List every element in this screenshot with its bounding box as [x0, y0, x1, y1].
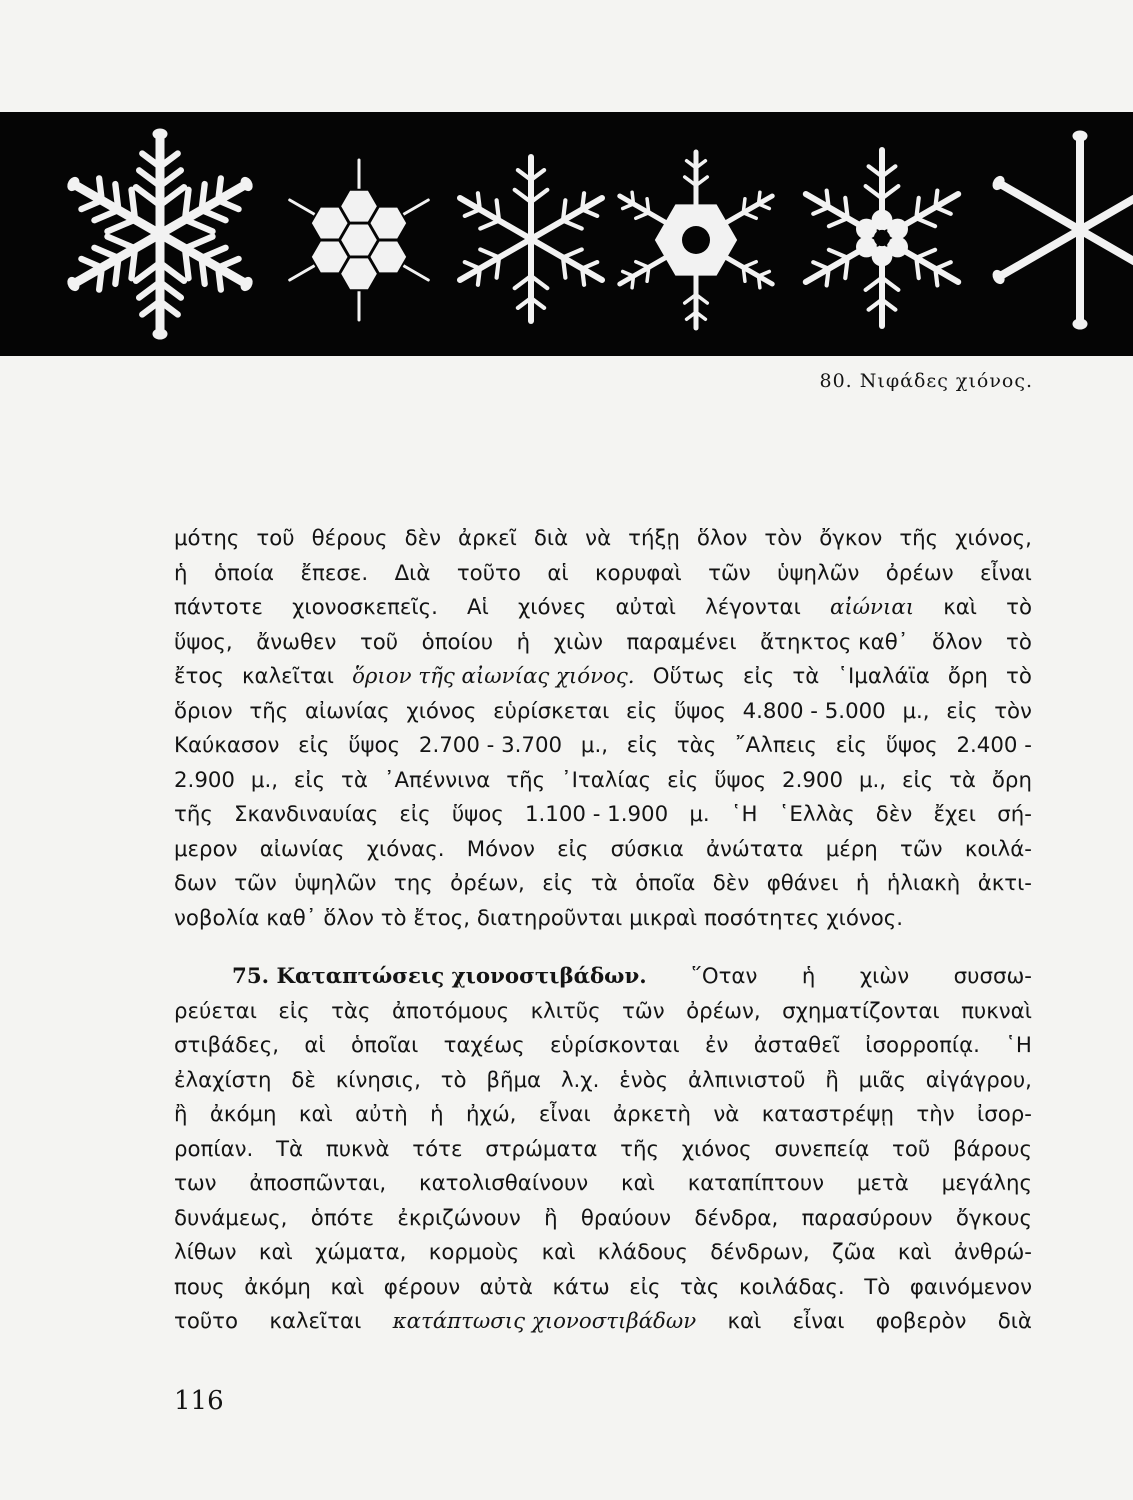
text-line — [174, 902, 1032, 937]
word: τῶν — [900, 836, 943, 862]
word: τὰ — [949, 767, 976, 793]
word: κλάδους — [597, 1240, 688, 1265]
word: μ., — [580, 733, 608, 758]
word: εἰς — [278, 998, 310, 1024]
snowflake-figure — [0, 112, 1133, 356]
word: ἀνθρώ- — [953, 1240, 1032, 1265]
word: κατάπτωσις χιονοστιβάδων — [392, 1309, 697, 1334]
word: ῾Ελλὰς — [778, 802, 855, 827]
word: αὐτὰ — [479, 1274, 533, 1300]
word: ὅλον — [323, 905, 374, 931]
word: δένδρα, — [694, 1205, 779, 1231]
word: ὁποίου — [421, 629, 494, 655]
word: καὶ — [330, 1274, 365, 1300]
word: Μόνον — [466, 836, 535, 862]
word: εἰς — [835, 733, 867, 758]
word: ἔπεσε. — [300, 560, 369, 586]
word: καὶ — [897, 1240, 932, 1265]
text-line — [174, 591, 1032, 626]
word: τοῦτο — [174, 1309, 239, 1334]
word: διατηροῦνται — [476, 905, 623, 931]
word: 2.900 — [782, 767, 844, 793]
word: τὰς — [676, 733, 717, 758]
word: εὑρίσκονται — [550, 1033, 680, 1058]
word: στιβάδες, — [174, 1033, 279, 1058]
word: εἰς — [629, 1274, 661, 1300]
word: διὰ — [533, 526, 569, 551]
word: τῶν — [708, 560, 751, 586]
word: ὁπότε — [310, 1205, 375, 1231]
word: ὕψος — [714, 767, 767, 793]
word: ἢ — [544, 1205, 558, 1231]
body-text — [174, 522, 1032, 1340]
word: τὰς — [331, 998, 371, 1024]
word: λ.χ. — [560, 1067, 600, 1093]
word: τῶν — [622, 998, 665, 1024]
word: ἐκριζώνουν — [397, 1205, 521, 1231]
word: Τὸ — [864, 1274, 891, 1300]
flower-center-snowflake-icon — [806, 150, 958, 326]
word: ὅριον τῆς αἰωνίας χιόνος. — [352, 664, 635, 689]
word: Αἱ — [467, 595, 489, 620]
word: μέρη — [825, 836, 878, 862]
word: ὀρέων, — [450, 871, 525, 896]
hexagon-plates-snowflake-icon — [290, 160, 429, 320]
word: ἡ — [855, 871, 870, 896]
word: τῆς — [174, 802, 213, 827]
word: ἀσταθεῖ — [753, 1033, 840, 1058]
word: ὄγκον — [819, 526, 883, 551]
word: τῆς — [249, 698, 289, 724]
word: ἄνωθεν — [256, 629, 337, 655]
word: ροπίαν. — [174, 1136, 254, 1162]
word: εἶναι — [980, 560, 1032, 586]
word: φθάνει — [766, 871, 839, 896]
word: εἰς — [542, 871, 574, 896]
word: ἡλιακὴ — [886, 871, 961, 896]
word: σχηματίζονται — [782, 998, 940, 1024]
stellar-snowflake-icon — [991, 131, 1133, 329]
word: ὄγκους — [955, 1205, 1032, 1231]
word: κορμοὺς — [428, 1240, 520, 1265]
word: εἰς — [901, 767, 934, 793]
word: κλιτῦς — [530, 998, 601, 1024]
word: ὅλον — [696, 526, 748, 551]
word: ἀνώτατα — [705, 836, 804, 862]
text-line — [174, 867, 1032, 902]
word: χιόνος — [406, 698, 477, 724]
word: πυκναὶ — [961, 998, 1032, 1024]
word: λέγονται — [705, 595, 801, 620]
word: τὰ — [590, 871, 618, 896]
word: εἰς — [298, 733, 330, 758]
word: χιόνος, — [955, 526, 1032, 551]
word: εὑρίσκεται — [493, 698, 610, 724]
word: δὲν — [404, 526, 442, 551]
text-line — [174, 626, 1032, 661]
word: χιὼν — [553, 629, 603, 655]
word: χιὼν — [859, 964, 910, 989]
word: παρασύρουν — [801, 1205, 933, 1231]
word: των — [174, 1171, 217, 1196]
word: αἱ — [547, 560, 569, 586]
dendrite-snowflake-icon — [66, 129, 255, 339]
text-line — [174, 1236, 1032, 1271]
word: αὐταὶ — [615, 595, 676, 620]
word: χώματα, — [315, 1240, 407, 1265]
word: 1.100 - 1.900 — [524, 802, 669, 827]
word: 2.400 - — [956, 733, 1032, 758]
word: πυκνὰ — [325, 1136, 390, 1162]
word: καὶ — [943, 595, 977, 620]
word: 2.700 - 3.700 — [418, 733, 563, 758]
word: ἐν — [704, 1033, 729, 1058]
word: ῎Αλπεις — [735, 733, 817, 758]
text-line — [174, 764, 1032, 799]
word: ἀρκεῖ — [458, 526, 517, 551]
paragraph-1 — [174, 522, 1032, 936]
word: τὸν — [994, 698, 1032, 724]
word: βάρους — [952, 1136, 1032, 1162]
word: χιόνας. — [366, 836, 445, 862]
word: μ., — [858, 767, 887, 793]
word: εἰς — [743, 664, 775, 689]
text-line — [174, 1202, 1032, 1237]
word: ταχέως — [443, 1033, 525, 1058]
text-line — [174, 960, 1032, 995]
word: δὲν — [712, 871, 750, 896]
word: δων — [174, 871, 217, 896]
word: ῾Η — [730, 802, 758, 827]
word: ὕψος, — [174, 629, 233, 655]
text-line — [174, 1098, 1032, 1133]
text-line — [174, 1029, 1032, 1064]
figure-caption: 80. Νιφάδες χιόνος. — [819, 370, 1033, 392]
word: της — [393, 871, 433, 896]
word: κοιλάδας. — [738, 1274, 845, 1300]
word: τῆς — [506, 767, 546, 793]
word: μικραὶ — [629, 905, 698, 931]
word: ἐλαχίστη — [174, 1067, 272, 1093]
word: Τὰ — [276, 1136, 304, 1162]
text-line — [174, 995, 1032, 1030]
word: νὰ — [585, 526, 612, 551]
word: καταστρέψῃ — [761, 1102, 895, 1127]
word: ἑνὸς — [619, 1067, 669, 1093]
word: ὕψος — [348, 733, 401, 758]
word: θραύουν — [580, 1205, 672, 1231]
word: ρεύεται — [174, 998, 257, 1024]
word: τοῦ — [359, 629, 399, 655]
word: καθ᾽ — [266, 905, 317, 931]
word: τὸ — [1006, 595, 1032, 620]
word: τὴν — [916, 1102, 955, 1127]
word: ἰσορροπίᾳ. — [865, 1033, 980, 1058]
word: καταπίπτουν — [687, 1171, 825, 1196]
word: νὰ — [713, 1102, 740, 1127]
word: εἰς — [667, 767, 699, 793]
word: θέρους — [311, 526, 388, 551]
text-line — [174, 1305, 1032, 1340]
word: τὰ — [792, 664, 820, 689]
word: ἡ — [516, 629, 531, 655]
word: φοβερὸν — [875, 1309, 967, 1334]
word: κοιλά- — [964, 836, 1032, 862]
word: ὁποῖαι — [350, 1033, 419, 1058]
word: ὕψος — [673, 698, 726, 724]
word: καὶ — [258, 1240, 293, 1265]
word: δένδρων, — [710, 1240, 810, 1265]
word: ἀποσπῶνται, — [249, 1171, 387, 1196]
word: ἠχώ, — [466, 1102, 517, 1127]
word: ἀλπινιστοῦ — [688, 1067, 806, 1093]
text-line — [174, 798, 1032, 833]
word: μ., — [902, 698, 930, 724]
word: καλεῖται — [269, 1309, 362, 1334]
word: μ., — [250, 767, 278, 793]
word: χιονοσκεπεῖς. — [292, 595, 438, 620]
word: μιᾶς — [858, 1067, 906, 1093]
word: καὶ — [727, 1309, 762, 1334]
word: χιόνος — [681, 1136, 752, 1162]
word: καὶ — [298, 1102, 333, 1127]
word: ἢ — [174, 1102, 188, 1127]
word: ῞Οταν — [691, 964, 758, 989]
word: σή- — [997, 802, 1032, 827]
page-number: 116 — [174, 1386, 224, 1416]
word: ᾽Ιταλίας — [561, 767, 652, 793]
word: ἀκτι- — [977, 871, 1032, 896]
word: δὲν — [875, 802, 913, 827]
word: ἡ — [801, 964, 816, 989]
word: ἔτος, — [413, 905, 470, 931]
word: ὕψος — [885, 733, 938, 758]
word: ὅλον — [931, 629, 983, 655]
word: εἰς — [626, 733, 659, 758]
word: καὶ — [541, 1240, 576, 1265]
word: τὸ — [440, 1067, 467, 1093]
word: τὸ — [1006, 664, 1032, 689]
word: ἀρκετὴ — [613, 1102, 691, 1127]
word: τὸ — [1006, 629, 1032, 655]
word: τὸν — [764, 526, 803, 551]
word: ῾Ιμαλάϊα — [837, 664, 930, 689]
word: συνεπείᾳ — [774, 1136, 870, 1162]
word: ὁποία — [213, 560, 275, 586]
word: τῶν — [234, 871, 277, 896]
word: ῾Η — [1005, 1033, 1032, 1058]
word: εἰς — [626, 698, 658, 724]
snowflake-illustration — [0, 112, 1133, 356]
word: αἰγάγρου, — [925, 1067, 1032, 1093]
word: τὰ — [341, 767, 368, 793]
word: ὄρη — [991, 767, 1032, 793]
word: ἔχει — [933, 802, 976, 827]
word: τοῦτο — [456, 560, 521, 586]
text-line — [174, 1271, 1032, 1306]
word: διὰ — [997, 1309, 1032, 1334]
word: δὲ — [291, 1067, 316, 1093]
text-line — [174, 522, 1032, 557]
word: φέρουν — [383, 1274, 461, 1300]
hex-center-snowflake-icon — [620, 152, 772, 328]
word: ποσότητες — [703, 905, 820, 931]
word: μότης — [174, 526, 240, 551]
word: μεγάλης — [941, 1171, 1032, 1196]
word: τήξῃ — [628, 526, 680, 551]
word: μερον — [174, 836, 238, 862]
word: αἱ — [304, 1033, 326, 1058]
word: βῆμα — [486, 1067, 542, 1093]
word: ὅριον — [174, 698, 233, 724]
word: ἢ — [825, 1067, 839, 1093]
word: αἰωνίας — [304, 698, 390, 724]
word: τὸ — [380, 905, 407, 931]
word: Διὰ — [394, 560, 431, 586]
word: κορυφαὶ — [595, 560, 682, 586]
word: εἰς — [557, 836, 589, 862]
word: 2.900 — [174, 767, 235, 793]
word: αἰωνίας — [259, 836, 345, 862]
word: ὑψηλῶν — [294, 871, 377, 896]
word: ὀρέων, — [686, 998, 761, 1024]
text-line — [174, 833, 1032, 868]
word: φαινόμενον — [909, 1274, 1032, 1300]
word: ἰσορ- — [977, 1102, 1032, 1127]
word: κίνησις, — [335, 1067, 421, 1093]
word: παραμένει — [626, 629, 737, 655]
word: εἰς — [399, 802, 431, 827]
word: ἔτος — [174, 664, 224, 689]
text-line — [174, 729, 1032, 764]
word: μ. — [689, 802, 710, 827]
word: Σκανδιναυίας — [234, 802, 379, 827]
word: Καύκασον — [174, 733, 280, 758]
word: τὰς — [680, 1274, 720, 1300]
word: καλεῖται — [241, 664, 334, 689]
word: ἀκόμη — [209, 1102, 277, 1127]
word: πους — [174, 1274, 225, 1300]
word: χιόνες — [517, 595, 587, 620]
word: μετὰ — [856, 1171, 909, 1196]
word: τῆς — [620, 1136, 659, 1162]
word: πάντοτε — [174, 595, 263, 620]
word: καὶ — [621, 1171, 655, 1196]
branched-star-snowflake-icon — [460, 157, 602, 321]
word: νοβολία — [174, 905, 260, 931]
paragraph-2 — [174, 960, 1032, 1340]
word: ὁποῖα — [635, 871, 696, 896]
word: τοῦ — [256, 526, 295, 551]
word: 4.800 - 5.000 — [742, 698, 886, 724]
word: ὑψηλῶν — [777, 560, 860, 586]
word: λίθων — [174, 1240, 237, 1265]
word: τοῦ — [892, 1136, 931, 1162]
word: εἶναι — [538, 1102, 591, 1127]
word: ἀκόμη — [244, 1274, 311, 1300]
word: εἰς — [946, 698, 978, 724]
word: κατολισθαίνουν — [419, 1171, 589, 1196]
word: ἡ — [430, 1102, 444, 1127]
text-line — [174, 1064, 1032, 1099]
word: αὐτὴ — [355, 1102, 408, 1127]
word: ἡ — [174, 560, 188, 586]
word: δυνάμεως, — [174, 1205, 288, 1231]
word: χιόνος. — [826, 905, 904, 931]
text-line — [174, 1167, 1032, 1202]
word: εἰς — [293, 767, 326, 793]
word: ζῶα — [832, 1240, 876, 1265]
word: τότε — [412, 1136, 463, 1162]
word: σύσκια — [610, 836, 684, 862]
word: συσσω- — [953, 964, 1032, 989]
word: εἶναι — [792, 1309, 845, 1334]
word: ὀρέων — [885, 560, 954, 586]
text-line — [174, 695, 1032, 730]
word: ὕψος — [451, 802, 504, 827]
word: ἄτηκτος καθ᾽ — [760, 629, 909, 655]
text-line — [174, 1133, 1032, 1168]
word: ᾽Απέννινα — [383, 767, 491, 793]
section-heading: 75. Καταπτώσεις χιονοστιβάδων. — [232, 964, 647, 989]
word: αἰώνιαι — [829, 595, 915, 620]
word: τῆς — [899, 526, 939, 551]
text-line — [174, 660, 1032, 695]
text-line — [174, 557, 1032, 592]
word: ὄρη — [947, 664, 988, 689]
word: κάτω — [552, 1274, 610, 1300]
word: ἀποτόμους — [391, 998, 510, 1024]
word: Οὕτως — [652, 664, 725, 689]
word: στρώματα — [485, 1136, 598, 1162]
